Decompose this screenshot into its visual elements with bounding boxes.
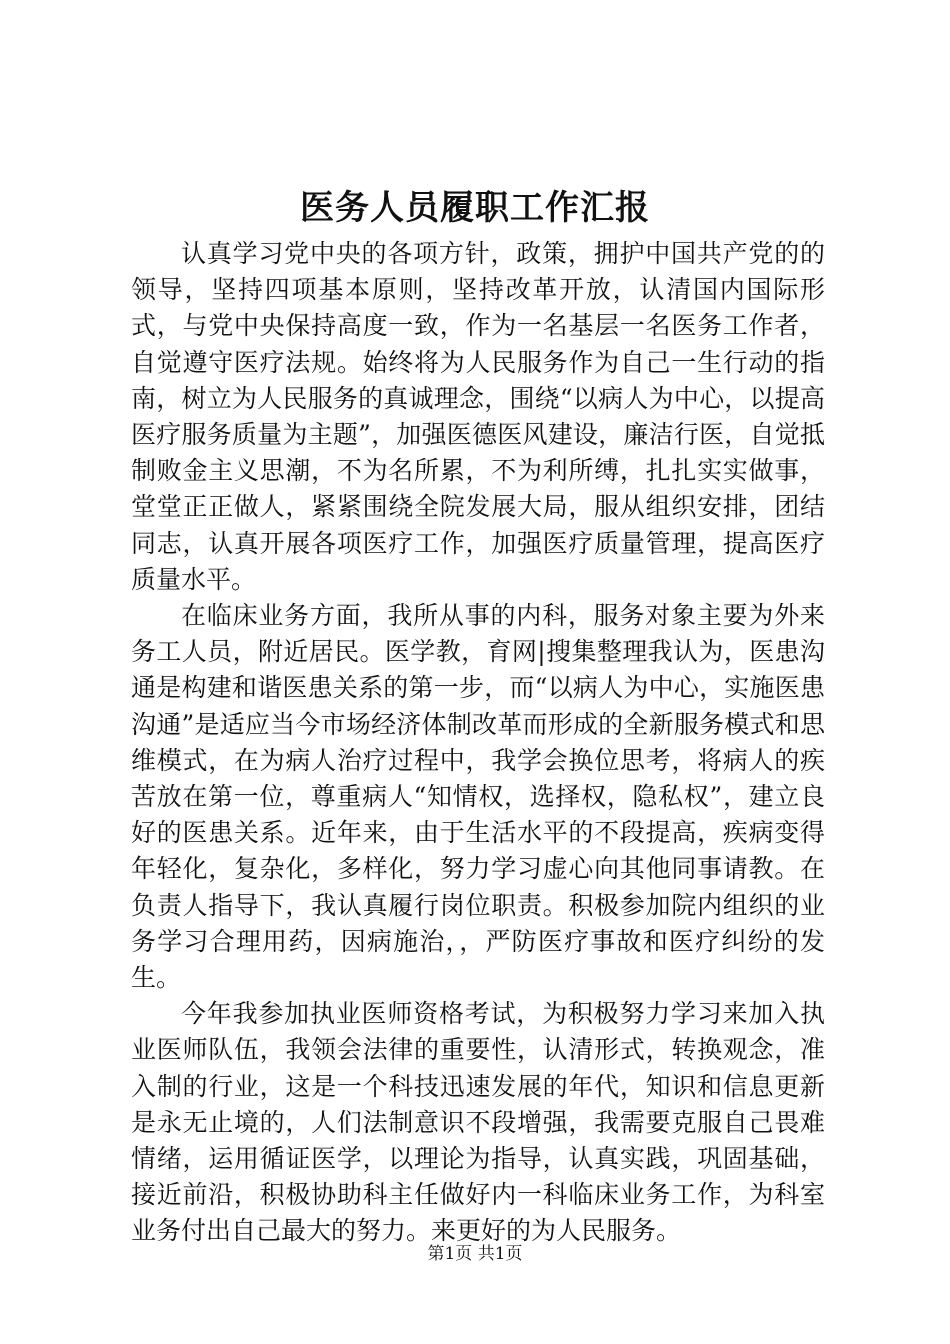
paragraph-3: 今年我参加执业医师资格考试，为积极努力学习来加入执业医师队伍，我领会法律的重要性，认清形式，转换观念，准入制的行业，这是一个科技迅速发展的年代，知识和信息更新是永无止境的，人们法制意识不段增强，我需要克服自己畏难情绪，运用循证医学，以理论为指导，认真实践，巩固基础，接近前沿，积极协助科主任做好内一科临床业务工作，为科室业务付出自己最大的努力。来更好的为人民服务。 [131,999,825,1246]
document-body [131,236,825,1250]
page-footer: 第1页 共1页 [427,1244,523,1264]
paragraph-1: 认真学习党中央的各项方针，政策，拥护中国共产党的的领导，坚持四项基本原则，坚持改革开放，认清国内国际形式，与党中央保持高度一致，作为一名基层一名医务工作者，自觉遵守医疗法规。始终将为人民服务作为自己一生行动的指南，树立为人民服务的真诚理念，围绕“以病人为中心，以提高医疗服务质量为主题”，加强医德医风建设，廉洁行医，自觉抵制败金主义思潮，不为名所累，不为利所缚，扎扎实实做事，堂堂正正做人，紧紧围绕全院发展大局，服从组织安排，团结同志，认真开展各项医疗工作，加强医疗质量管理，提高医疗质量水平。 [131,239,825,594]
paragraph-2: 在临床业务方面，我所从事的内科，服务对象主要为外来务工人员，附近居民。医学教，育网|搜集整理我认为，医患沟通是构建和谐医患关系的第一步，而“以病人为中心，实施医患沟通”是适应当今市场经济体制改革而形成的全新服务模式和思维模式，在为病人治疗过程中，我学会换位思考，将病人的疾苦放在第一位，尊重病人“知情权，选择权，隐私权”，建立良好的医患关系。近年来，由于生活水平的不段提高，疾病变得年轻化，复杂化，多样化，努力学习虚心向其他同事请教。在负责人指导下，我认真履行岗位职责。积极参加院内组织的业务学习合理用药，因病施治，，严防医疗事故和医疗纠纷的发生。 [131,601,825,993]
document-title: 医务人员履职工作汇报 [300,188,650,228]
